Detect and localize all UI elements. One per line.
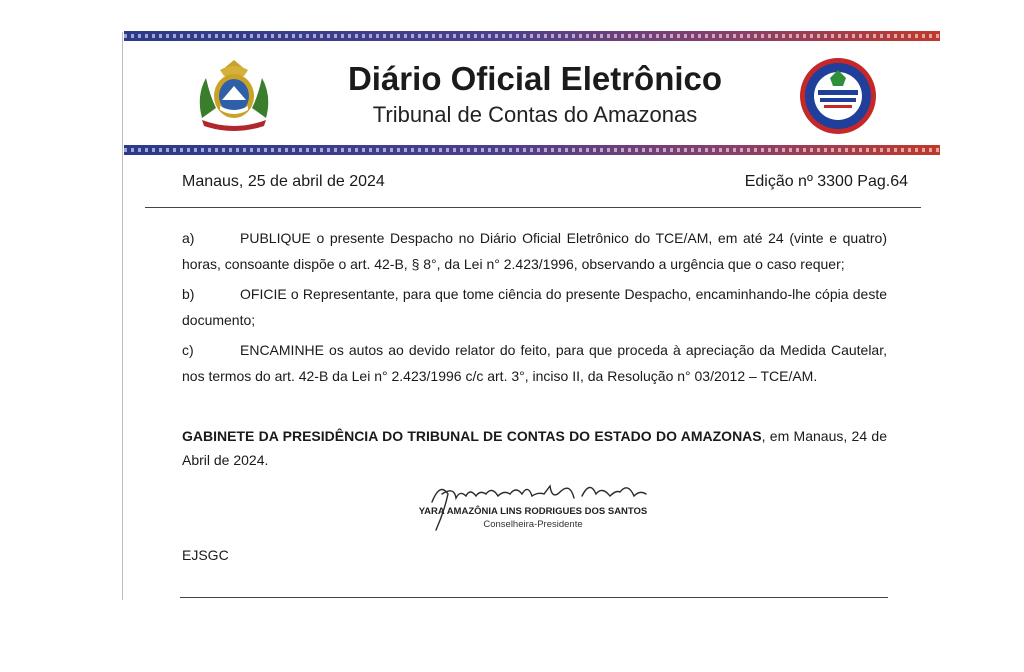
header-divider — [145, 207, 921, 208]
header-bottom-band — [124, 145, 940, 155]
signatory-role: Conselheira-Presidente — [483, 519, 583, 530]
header-top-band — [124, 31, 940, 41]
closing-place-date: , em Manaus, 24 de Abril de 2024. — [182, 428, 887, 468]
edition-number: Edição nº 3300 Pag.64 — [744, 173, 908, 190]
list-item-text: OFICIE o Representante, para que tome ciência do presente Despacho, encaminhando-lhe cópia deste documento; — [182, 286, 887, 328]
footer-divider — [180, 597, 888, 598]
document-title: Diário Oficial Eletrônico — [347, 60, 723, 97]
list-item — [182, 281, 887, 333]
list-item — [182, 225, 887, 277]
list-item-text: PUBLIQUE o presente Despacho no Diário Oficial Eletrônico do TCE/AM, em até 24 (vinte e quatro) horas, consoante dispõe o art. 42-B, § 8°, da Lei n° 2.423/1996, observando a urgência que o caso requer; — [182, 230, 887, 272]
closing-paragraph — [182, 424, 887, 472]
list-item-label: c) — [182, 342, 194, 358]
list-item-text: ENCAMINHE os autos ao devido relator do feito, para que proceda à apreciação da Medida Cautelar, nos termos do art. 42-B da Lei n° 2.423/1996 c/c art. 3°, inciso II, da Resolução n° 03/2012 – TCE/AM. — [182, 342, 887, 384]
certified-institution-seal-icon — [796, 56, 880, 136]
document-code: EJSGC — [182, 547, 229, 563]
closing-office: GABINETE DA PRESIDÊNCIA DO TRIBUNAL DE CONTAS DO ESTADO DO AMAZONAS — [182, 428, 762, 444]
amazonas-coat-of-arms-icon — [192, 56, 276, 134]
document-subtitle: Tribunal de Contas do Amazonas — [372, 102, 698, 127]
page-left-edge — [122, 32, 123, 600]
list-item-label: a) — [182, 230, 195, 246]
date-line: Manaus, 25 de abril de 2024 — [182, 173, 385, 190]
list-item — [182, 337, 887, 389]
signatory-name: YARA AMAZÔNIA LINS RODRIGUES DOS SANTOS — [418, 506, 648, 517]
list-item-label: b) — [182, 286, 195, 302]
